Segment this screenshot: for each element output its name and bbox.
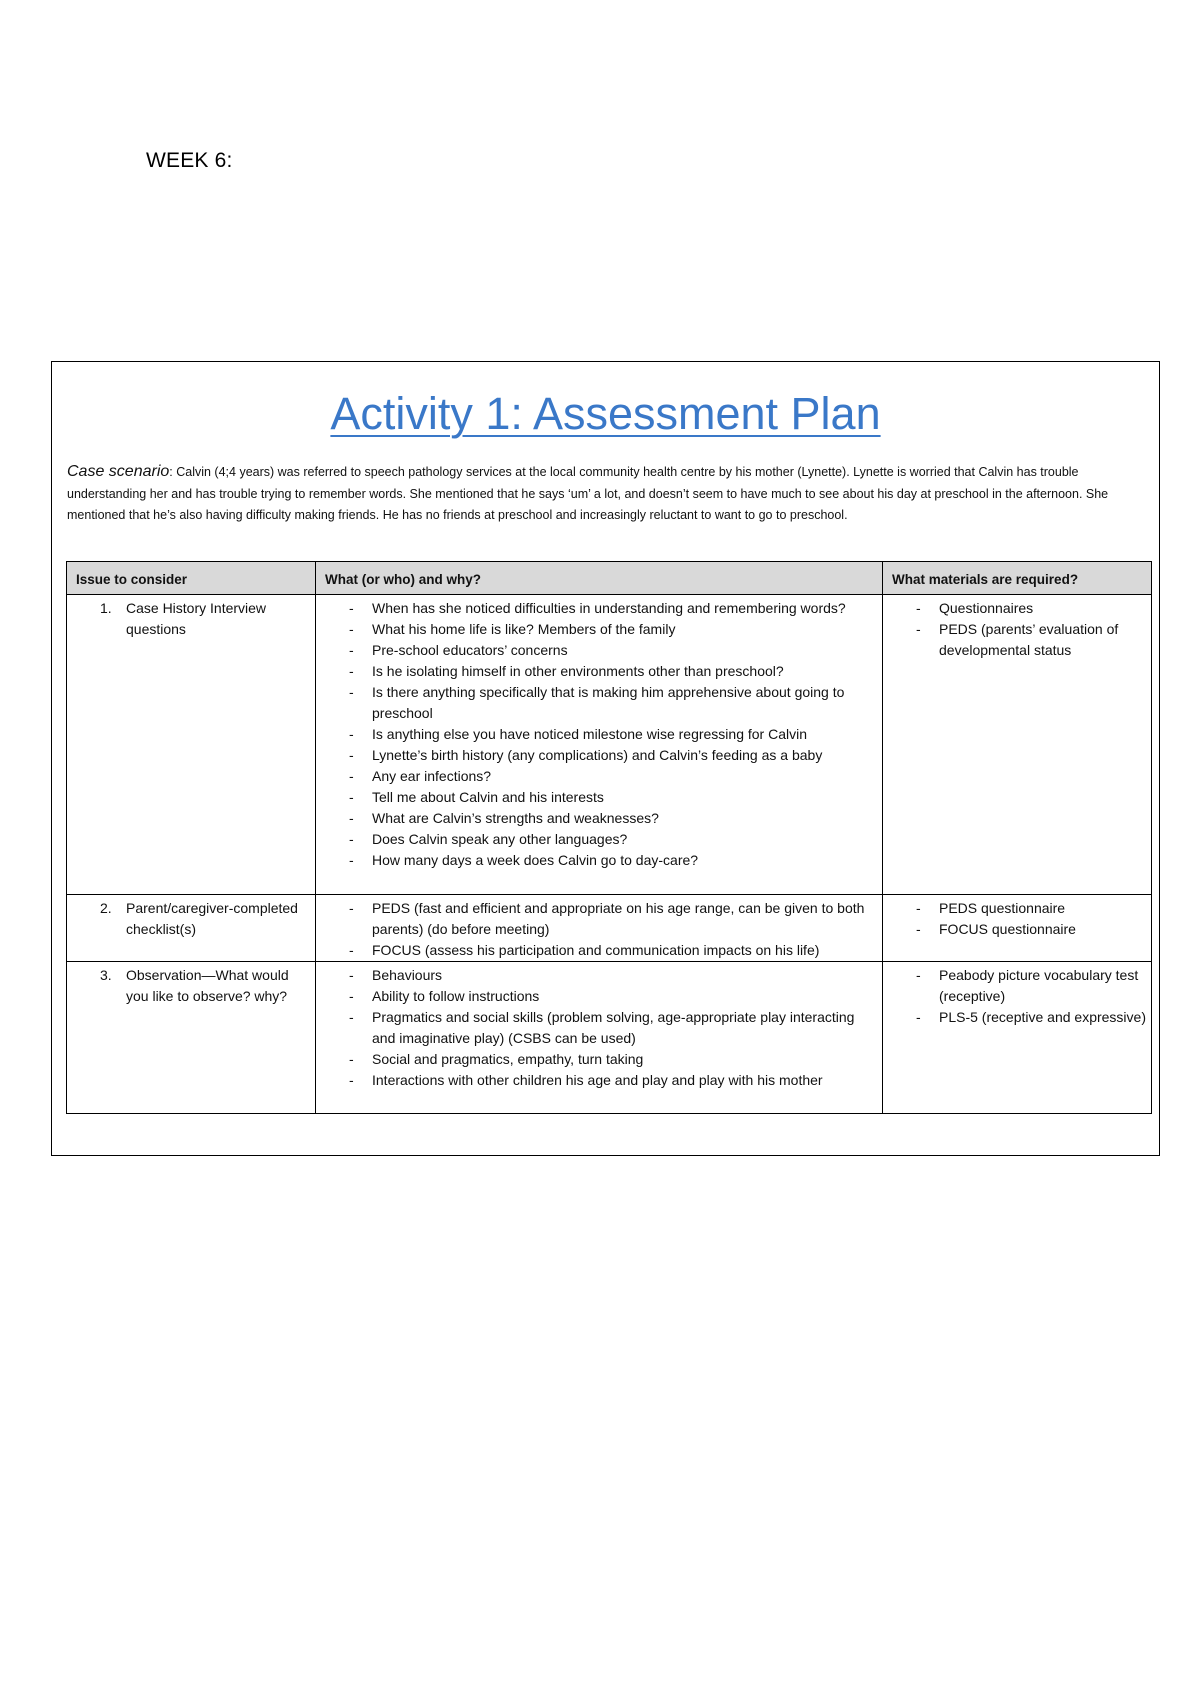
list-item: - PEDS (parents’ evaluation of developmental status xyxy=(939,619,1147,661)
issue-number: 2. xyxy=(100,900,112,916)
table-header-row xyxy=(67,562,1152,595)
what-why-cell xyxy=(316,895,883,962)
list-item: - How many days a week does Calvin go to day-care? xyxy=(372,850,878,871)
assessment-plan-table xyxy=(66,561,1152,1114)
list-item: - PEDS (fast and efficient and appropriate on his age range, can be given to both parents) (do before meeting) xyxy=(372,898,878,940)
materials-cell xyxy=(883,595,1152,895)
list-item: - Does Calvin speak any other languages? xyxy=(372,829,878,850)
list-item: - Pre-school educators’ concerns xyxy=(372,640,878,661)
materials-cell xyxy=(883,962,1152,1114)
list-item: - Pragmatics and social skills (problem solving, age-appropriate play interacting and imaginative play) (CSBS can be used) xyxy=(372,1007,878,1049)
list-item: - FOCUS (assess his participation and communication impacts on his life) xyxy=(372,940,878,961)
list-item: - Is anything else you have noticed milestone wise regressing for Calvin xyxy=(372,724,878,745)
activity-title-text: Activity 1: Assessment Plan xyxy=(330,388,881,439)
list-item: - Is there anything specifically that is making him apprehensive about going to preschool xyxy=(372,682,878,724)
issue-cell xyxy=(67,595,316,895)
issue-cell xyxy=(67,895,316,962)
header-issue: Issue to consider xyxy=(67,562,316,595)
case-scenario-label: Case scenario xyxy=(67,463,170,480)
list-item: - Behaviours xyxy=(372,965,878,986)
case-scenario xyxy=(67,461,1145,527)
list-item: - Social and pragmatics, empathy, turn taking xyxy=(372,1049,878,1070)
header-what-why: What (or who) and why? xyxy=(316,562,883,595)
what-why-cell xyxy=(316,595,883,895)
materials-cell xyxy=(883,895,1152,962)
activity-frame xyxy=(51,361,1160,1156)
list-item: - Ability to follow instructions xyxy=(372,986,878,1007)
table-row xyxy=(67,895,1152,962)
case-scenario-text: : Calvin (4;4 years) was referred to speech pathology services at the local community health centre by his mother (Lynette). Lynette is worried that Calvin has trouble understanding her and has trouble trying to remember words. She mentioned that he says ‘um’ a lot, and doesn’t seem to have much to see about his day at preschool in the afternoon. She mentioned that he’s also having difficulty making friends. He has no friends at preschool and increasingly reluctant to want to go to preschool. xyxy=(67,465,1109,522)
issue-text: Parent/caregiver-completed checklist(s) xyxy=(126,900,298,937)
table-row xyxy=(67,962,1152,1114)
issue-cell xyxy=(67,962,316,1114)
issue-number: 1. xyxy=(100,600,112,616)
issue-text: Observation—What would you like to observe? why? xyxy=(126,967,289,1004)
list-item: - What are Calvin’s strengths and weaknesses? xyxy=(372,808,878,829)
what-why-cell xyxy=(316,962,883,1114)
table-row xyxy=(67,595,1152,895)
list-item: - Peabody picture vocabulary test (receptive) xyxy=(939,965,1147,1007)
issue-text: Case History Interview questions xyxy=(126,600,267,637)
list-item: - What his home life is like? Members of the family xyxy=(372,619,878,640)
list-item: - Tell me about Calvin and his interests xyxy=(372,787,878,808)
list-item: - Is he isolating himself in other environments other than preschool? xyxy=(372,661,878,682)
list-item: - PEDS questionnaire xyxy=(939,898,1147,919)
list-item: - When has she noticed difficulties in understanding and remembering words? xyxy=(372,598,878,619)
list-item: - FOCUS questionnaire xyxy=(939,919,1147,940)
header-materials: What materials are required? xyxy=(883,562,1152,595)
issue-number: 3. xyxy=(100,967,112,983)
week-heading: WEEK 6: xyxy=(146,149,233,172)
list-item: - PLS-5 (receptive and expressive) xyxy=(939,1007,1147,1028)
list-item: - Interactions with other children his age and play and play with his mother xyxy=(372,1070,878,1091)
list-item: - Lynette’s birth history (any complications) and Calvin’s feeding as a baby xyxy=(372,745,878,766)
list-item: - Any ear infections? xyxy=(372,766,878,787)
activity-title xyxy=(52,388,1159,440)
list-item: - Questionnaires xyxy=(939,598,1147,619)
